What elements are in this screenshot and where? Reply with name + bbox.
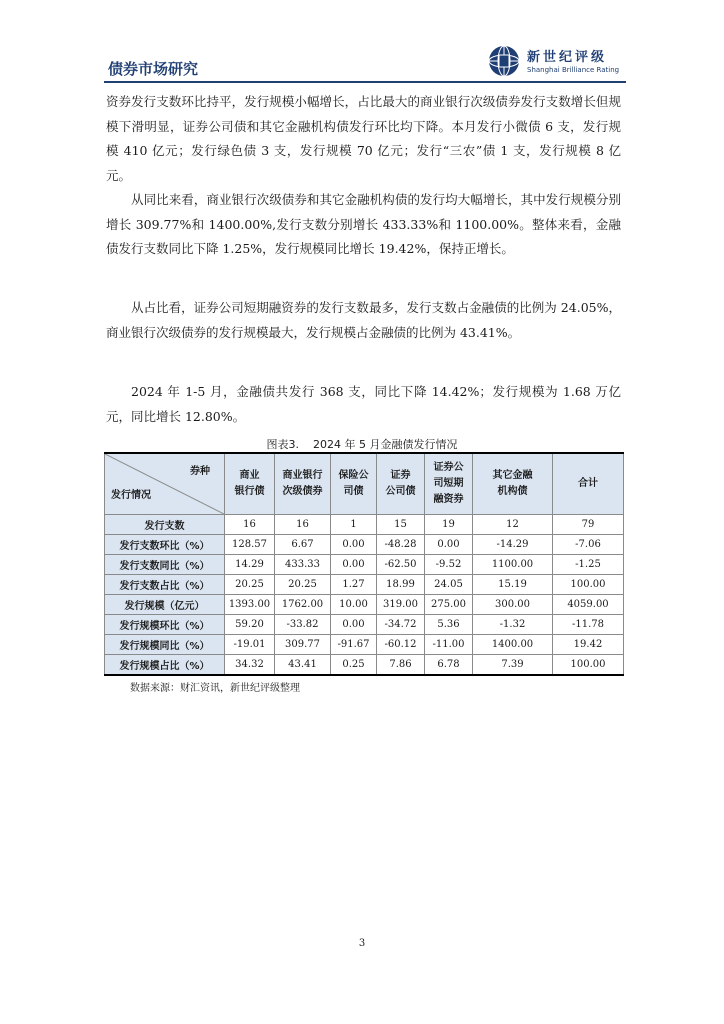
- table-cell: 15: [377, 515, 425, 535]
- table-cell: 19.42: [553, 635, 624, 655]
- table-cell: -34.72: [377, 615, 425, 635]
- diagonal-divider: [105, 454, 224, 514]
- row-label: 发行支数环比（%）: [105, 535, 225, 555]
- table-cell: 1.27: [331, 575, 377, 595]
- table-cell: 19: [425, 515, 473, 535]
- table-cell: 6.78: [425, 655, 473, 676]
- table-cell: -11.78: [553, 615, 624, 635]
- table-cell: 100.00: [553, 575, 624, 595]
- table-cell: 7.39: [473, 655, 553, 676]
- table-cell: 12: [473, 515, 553, 535]
- column-header: 商业 银行债: [225, 453, 275, 515]
- column-header: 证券公 司短期 融资券: [425, 453, 473, 515]
- table-cell: 20.25: [275, 575, 331, 595]
- logo-chinese-name: 新世纪评级: [527, 50, 608, 65]
- table-cell: -19.01: [225, 635, 275, 655]
- table-source-note: 数据来源：财汇资讯，新世纪评级整理: [130, 683, 300, 694]
- table-row: [105, 575, 624, 595]
- table-cell: 24.05: [425, 575, 473, 595]
- globe-logo-icon: [487, 44, 521, 78]
- corner-label-bottom: 发行情况: [111, 490, 151, 501]
- table-cell: 0.00: [331, 535, 377, 555]
- row-label: 发行规模占比（%）: [105, 655, 225, 676]
- table-cell: 275.00: [425, 595, 473, 615]
- table-cell: -62.50: [377, 555, 425, 575]
- table-cell: 15.19: [473, 575, 553, 595]
- column-header: 合计: [553, 453, 624, 515]
- row-label: 发行支数占比（%）: [105, 575, 225, 595]
- table-cell: 1: [331, 515, 377, 535]
- table-cell: 128.57: [225, 535, 275, 555]
- table-cell: 7.86: [377, 655, 425, 676]
- table-row: [105, 515, 624, 535]
- table-cell: 5.36: [425, 615, 473, 635]
- table-cell: 43.41: [275, 655, 331, 676]
- table-caption: [0, 436, 724, 452]
- table-cell: 309.77: [275, 635, 331, 655]
- row-label: 发行规模环比（%）: [105, 615, 225, 635]
- table-cell: -48.28: [377, 535, 425, 555]
- table-caption-title: 2024 年 5 月金融债发行情况: [313, 438, 458, 451]
- row-label: 发行规模（亿元）: [105, 595, 225, 615]
- paragraph-2: 从同比来看，商业银行次级债券和其它金融机构债的发行均大幅增长，其中发行规模分别增长 309.77%和 1400.00%,发行支数分别增长 433.33%和 1100.00%。整体来看，金融债发行支数同比下降 1.25%，发行规模同比增长 19.42%，保持正增长。: [106, 192, 621, 257]
- header-divider: [104, 81, 626, 83]
- financial-bond-issuance-table: [104, 452, 624, 676]
- table-cell: 0.25: [331, 655, 377, 676]
- table-cell: 79: [553, 515, 624, 535]
- table-row: [105, 635, 624, 655]
- paragraph-1: 资券发行支数环比持平，发行规模小幅增长，占比最大的商业银行次级债券发行支数增长但规模下滑明显，证券公司债和其它金融机构债发行环比均下降。本月发行小微债 6 支，发行规模 410 亿元；发行绿色债 3 支，发行规模 70 亿元；发行“三农”债 1 支，发行规模 8 亿元。: [106, 94, 621, 183]
- table-cell: 1762.00: [275, 595, 331, 615]
- column-header: 保险公 司债: [331, 453, 377, 515]
- table-cell: 319.00: [377, 595, 425, 615]
- table-cell: 433.33: [275, 555, 331, 575]
- row-label: 发行支数: [105, 515, 225, 535]
- table-cell: 16: [275, 515, 331, 535]
- table-cell: -11.00: [425, 635, 473, 655]
- header-title: 债券市场研究: [108, 60, 199, 78]
- table-row: [105, 595, 624, 615]
- table-cell: 0.00: [331, 615, 377, 635]
- table-cell: 14.29: [225, 555, 275, 575]
- table-cell: 34.32: [225, 655, 275, 676]
- page-number: 3: [358, 938, 366, 949]
- table-cell: -1.32: [473, 615, 553, 635]
- table-cell: 100.00: [553, 655, 624, 676]
- table-cell: 10.00: [331, 595, 377, 615]
- column-header: 证券 公司债: [377, 453, 425, 515]
- table-row: [105, 615, 624, 635]
- table-cell: 0.00: [425, 535, 473, 555]
- row-label: 发行规模同比（%）: [105, 635, 225, 655]
- table-row: [105, 555, 624, 575]
- table-cell: 59.20: [225, 615, 275, 635]
- table-caption-label: 图表3.: [266, 438, 299, 451]
- column-header: 其它金融 机构债: [473, 453, 553, 515]
- paragraph-4: 2024 年 1-5 月，金融债共发行 368 支，同比下降 14.42%；发行规模为 1.68 万亿元，同比增长 12.80%。: [106, 384, 621, 424]
- table-cell: 6.67: [275, 535, 331, 555]
- table-row: [105, 535, 624, 555]
- table-body: [105, 515, 624, 676]
- column-header: 商业银行 次级债券: [275, 453, 331, 515]
- table-header-row: [105, 453, 624, 515]
- table-cell: 1393.00: [225, 595, 275, 615]
- table-cell: 1400.00: [473, 635, 553, 655]
- corner-label-top: 券种: [190, 466, 210, 477]
- table-cell: -14.29: [473, 535, 553, 555]
- table-cell: -33.82: [275, 615, 331, 635]
- table-cell: -9.52: [425, 555, 473, 575]
- table-row: [105, 655, 624, 676]
- table-corner-cell: [105, 453, 225, 515]
- table-cell: -60.12: [377, 635, 425, 655]
- brand-logo: [487, 44, 627, 82]
- table-cell: 20.25: [225, 575, 275, 595]
- paragraph-3: 从占比看，证券公司短期融资券的发行支数最多，发行支数占金融债的比例为 24.05%，商业银行次级债券的发行规模最大，发行规模占金融债的比例为 43.41%。: [106, 300, 621, 340]
- table-cell: -1.25: [553, 555, 624, 575]
- table-cell: 1100.00: [473, 555, 553, 575]
- table-cell: -7.06: [553, 535, 624, 555]
- table-cell: 0.00: [331, 555, 377, 575]
- logo-english-name: Shanghai Brilliance Rating: [527, 66, 620, 74]
- row-label: 发行支数同比（%）: [105, 555, 225, 575]
- table-cell: -91.67: [331, 635, 377, 655]
- table-cell: 16: [225, 515, 275, 535]
- table-cell: 18.99: [377, 575, 425, 595]
- table-cell: 4059.00: [553, 595, 624, 615]
- table-cell: 300.00: [473, 595, 553, 615]
